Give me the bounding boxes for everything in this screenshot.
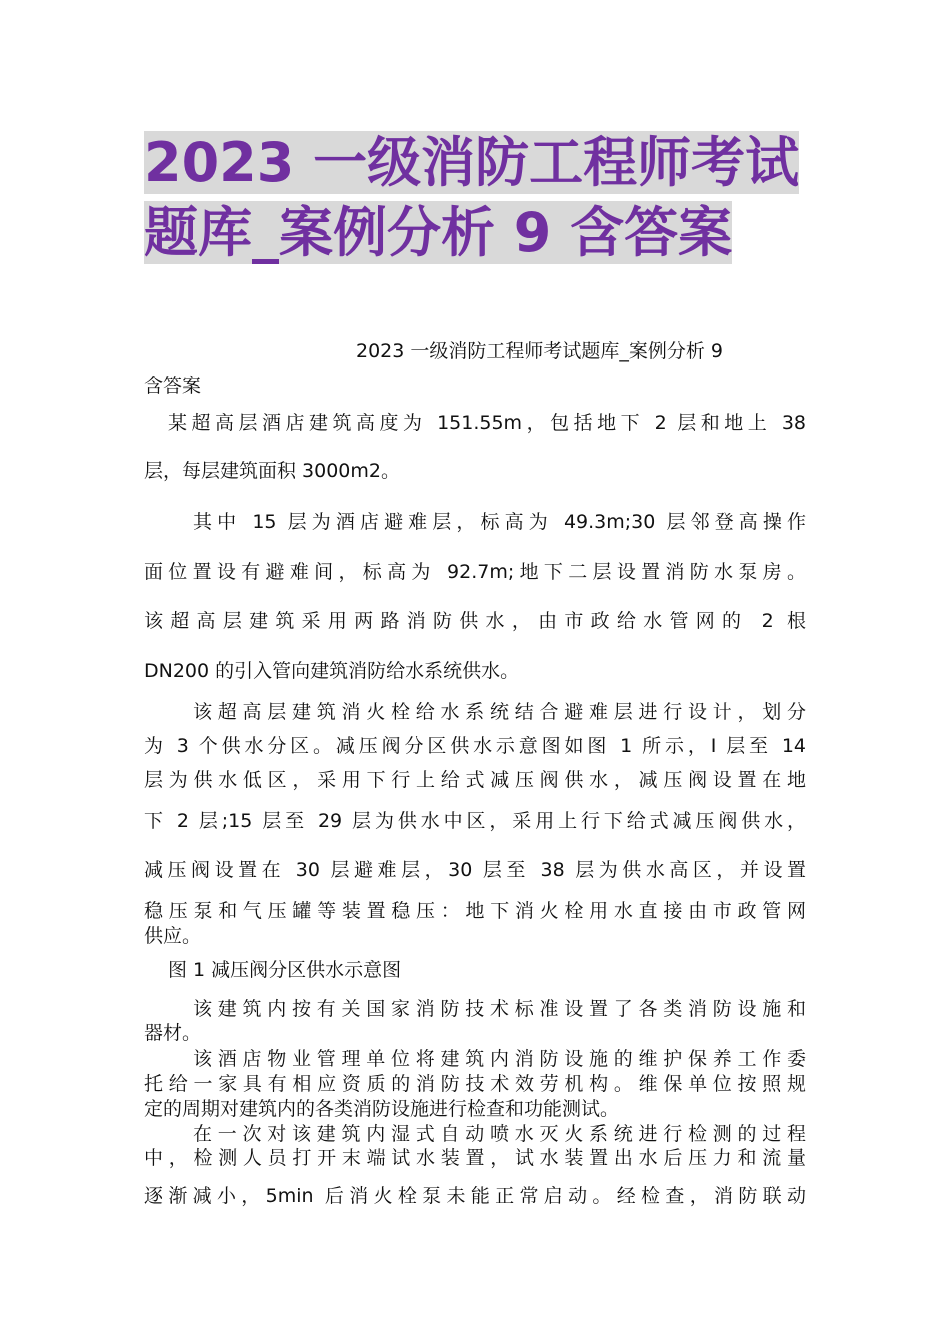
subtitle-line-2: 含答案 — [144, 375, 202, 397]
paragraph-7-line-2: 中，检测人员打开末端试水装置，试水装置出水后压力和流量 — [144, 1147, 806, 1169]
paragraph-3-line-5: 减压阀设置在 30 层避难层，30 层至 38 层为供水高区，并设置 — [144, 859, 806, 881]
paragraph-2-line-1: 其中 15 层为酒店避难层，标高为 49.3m;30 层邻登高操作 — [193, 511, 806, 533]
paragraph-5-line-2: 器材。 — [144, 1022, 202, 1044]
paragraph-6-line-3: 定的周期对建筑内的各类消防设施进行检查和功能测试。 — [144, 1098, 620, 1120]
paragraph-1-line-2: 层，每层建筑面积 3000m2。 — [144, 460, 400, 482]
paragraph-2-line-3: 该超高层建筑采用两路消防供水，由市政给水管网的 2 根 — [144, 610, 806, 632]
paragraph-3-line-2: 为 3 个供水分区。减压阀分区供水示意图如图 1 所示，I 层至 14 — [144, 735, 806, 757]
paragraph-5-line-1: 该建筑内按有关国家消防技术标准设置了各类消防设施和 — [193, 998, 806, 1020]
figure-caption: 图 1 减压阀分区供水示意图 — [168, 959, 402, 981]
paragraph-3-line-3: 层为供水低区，采用下行上给式减压阀供水，减压阀设置在地 — [144, 769, 806, 791]
paragraph-6-line-1: 该酒店物业管理单位将建筑内消防设施的维护保养工作委 — [193, 1048, 806, 1070]
paragraph-7-line-1: 在一次对该建筑内湿式自动喷水灭火系统进行检测的过程 — [193, 1123, 806, 1145]
paragraph-3-line-7: 供应。 — [144, 925, 202, 947]
paragraph-3-line-4: 下 2 层;15 层至 29 层为供水中区，采用上行下给式减压阀供水， — [144, 810, 806, 832]
paragraph-2-line-4: DN200 的引入管向建筑消防给水系统供水。 — [144, 660, 520, 682]
paragraph-7-line-3: 逐渐减小，5min 后消火栓泵未能正常启动。经检查，消防联动 — [144, 1185, 806, 1207]
subtitle-line-1: 2023 一级消防工程师考试题库_案例分析 9 — [356, 340, 724, 362]
title-line-2: 题库_案例分析 9 含答案 — [144, 201, 733, 264]
paragraph-1-line-1: 某超高层酒店建筑高度为 151.55m，包括地下 2 层和地上 38 — [168, 412, 806, 434]
document-title — [144, 128, 824, 268]
title-line-1: 2023 一级消防工程师考试 — [144, 131, 800, 194]
paragraph-3-line-6: 稳压泵和气压罐等装置稳压：地下消火栓用水直接由市政管网 — [144, 900, 806, 922]
paragraph-3-line-1: 该超高层建筑消火栓给水系统结合避难层进行设计，划分 — [193, 701, 806, 723]
paragraph-6-line-2: 托给一家具有相应资质的消防技术效劳机构。维保单位按照规 — [144, 1073, 806, 1095]
paragraph-2-line-2: 面位置设有避难间，标高为 92.7m;地下二层设置消防水泵房。 — [144, 561, 806, 583]
